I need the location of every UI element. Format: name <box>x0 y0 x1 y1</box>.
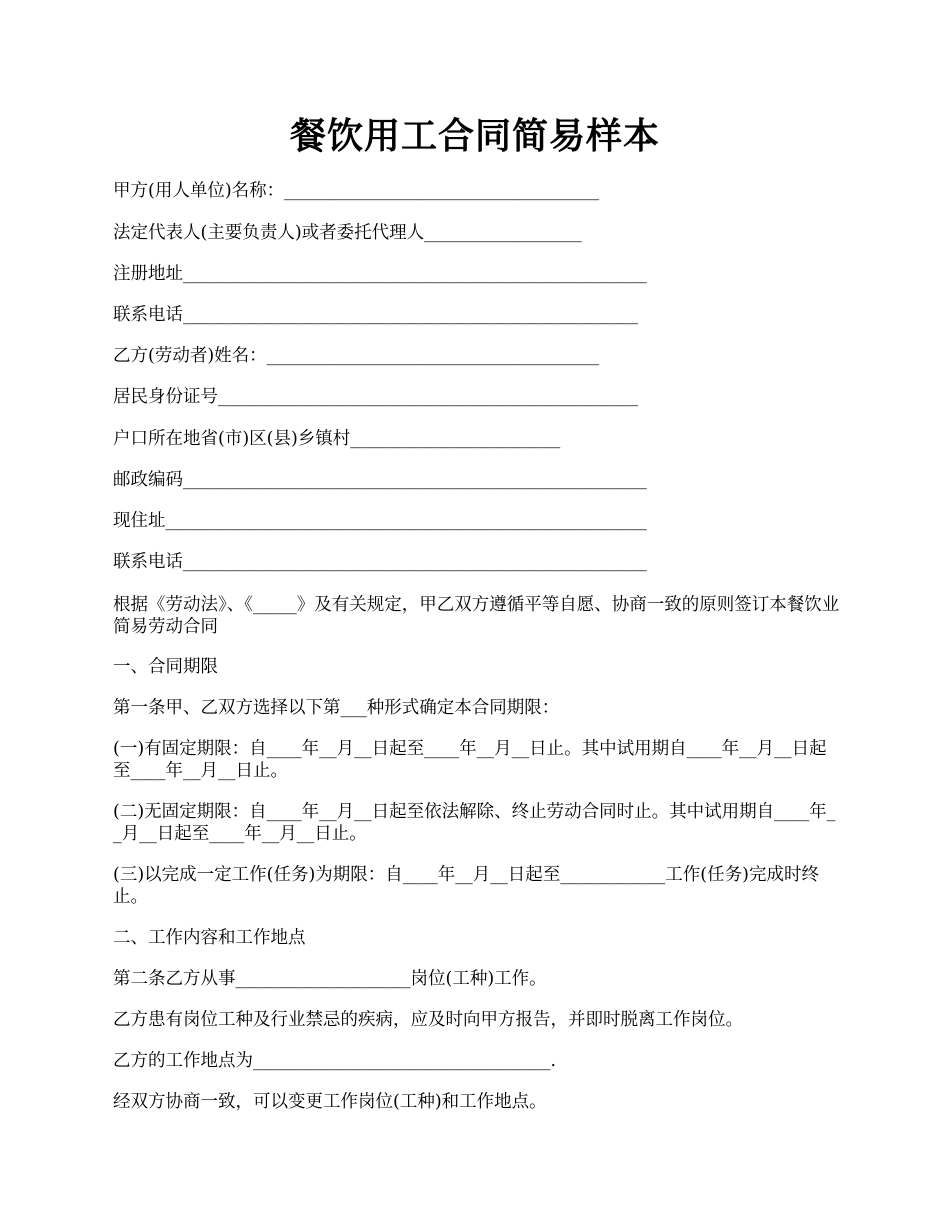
section-heading-term: 一、合同期限 <box>113 657 218 677</box>
postal-code-field: 邮政编码_____________________________________________________ <box>113 470 647 490</box>
open-ended-term-option: (二)无固定期限：自____年__月__日起至依法解除、终止劳动合同时止。其中试用期自____年__月__日起至____年__月__日止。 <box>113 802 836 844</box>
party-b-name-field: 乙方(劳动者)姓名：______________________________________ <box>113 346 600 366</box>
party-b-phone-field: 联系电话_____________________________________________________ <box>113 552 647 572</box>
health-report-clause: 乙方患有岗位工种及行业禁忌的疾病，应及时向甲方报告，并即时脱离工作岗位。 <box>113 1010 743 1030</box>
fixed-term-option: (一)有固定期限：自____年__月__日起至____年__月__日止。其中试用期自____年__月__日起至____年__月__日止。 <box>113 739 827 781</box>
party-a-name-field: 甲方(用人单位)名称：____________________________________ <box>113 181 600 201</box>
section-heading-work: 二、工作内容和工作地点 <box>113 928 306 948</box>
work-location-field: 乙方的工作地点为__________________________________. <box>113 1051 557 1071</box>
preamble-paragraph: 根据《劳动法》、《_____》及有关规定，甲乙双方遵循平等自愿、协商一致的原则签订本餐饮业简易劳动合同 <box>113 595 840 637</box>
article-one: 第一条甲、乙双方选择以下第___种形式确定本合同期限： <box>113 698 560 718</box>
task-based-term-option: (三)以完成一定工作(任务)为期限：自____年__月__日起至____________工作(任务)完成时终止。 <box>113 865 819 907</box>
change-clause: 经双方协商一致，可以变更工作岗位(工种)和工作地点。 <box>113 1092 547 1112</box>
document-title: 餐饮用工合同简易样本 <box>289 115 660 157</box>
party-a-phone-field: 联系电话____________________________________________________ <box>113 305 638 325</box>
household-registration-field: 户口所在地省(市)区(县)乡镇村________________________ <box>113 429 561 449</box>
current-address-field: 现住址_______________________________________________________ <box>113 511 647 531</box>
id-number-field: 居民身份证号________________________________________________ <box>113 387 638 407</box>
article-two: 第二条乙方从事____________________岗位(工种)工作。 <box>113 969 547 989</box>
registered-address-field: 注册地址_____________________________________________________ <box>113 264 647 284</box>
legal-representative-field: 法定代表人(主要负责人)或者委托代理人__________________ <box>113 223 582 243</box>
